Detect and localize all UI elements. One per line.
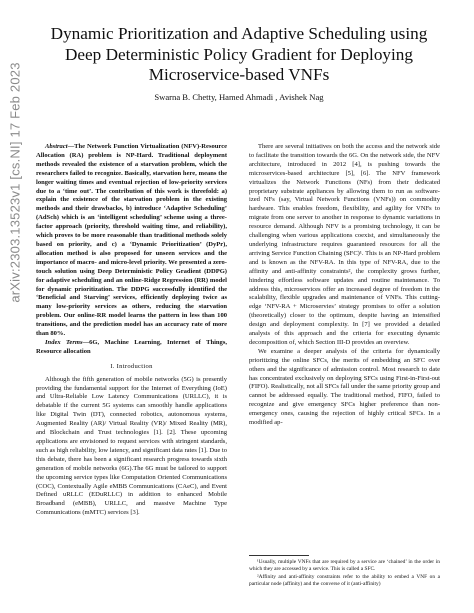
index-terms: [36, 339, 227, 357]
footnote-2: ²Affinity and anti-affinity constraints refer to the ability to embed a VNF on a particular node (affinity) and the converse of it (anti-affinity): [249, 574, 440, 587]
paper-title: Dynamic Prioritization and Adaptive Scheduling using Deep Deterministic Policy Gradient for Deploying Microservice-based VNFs: [50, 24, 428, 84]
index-terms-text: —6G, Machine Learning, Internet of Things, Resource allocation: [36, 338, 227, 355]
abstract: [36, 143, 227, 339]
index-terms-label: Index Terms: [45, 338, 83, 346]
section-heading-introduction: I. Introduction: [110, 362, 153, 370]
footnotes: [249, 555, 440, 589]
footnote-rule: [249, 555, 309, 556]
abstract-label: Abstract: [45, 143, 68, 150]
abstract-paragraph: [36, 143, 227, 339]
author-list: Swarna B. Chetty, Hamed Ahmadi , Avishek Nag: [154, 92, 324, 102]
abstract-text: —The Network Function Virtualization (NFV)-Resource Allocation (RA) problem is NP-Hard. Traditional deployment methods revealed the existence of a starvation problem, which the researchers failed to recognize. Basically, starvation here, means the longer waiting times and eventual rejection of low-priority services due to a ‘time out’. The contribution of this work is threefold: a) explain the existence of the starvation problem in the existing methods and their drawbacks, b) introduce ‘Adaptive Scheduling’ (AdSch) which is an ‘intelligent scheduling’ scheme using a three-factor approach (priority, threshold waiting time, and reliability), which proves to be more reasonable than traditional methods solely based on priority, and c) a ‘Dynamic Prioritization’ (DyPr), allocation method is also proposed for unseen services and the importance of macro- and micro-level priority. We presented a zero-touch solution using Deep Deterministic Policy Gradient (DDPG) for adaptive scheduling and an online-Ridge Regression (RR) model for dynamic prioritization. The DDPG successfully identified the ‘Beneficial and Starving’ services, efficiently deploying twice as many low-priority services as others, reducing the starvation problem. Our online-RR model learns the pattern in less than 100 transitions, and the prediction model has an accuracy rate of more than 80%.: [36, 143, 227, 338]
body-paragraph-1: There are several initiatives on both the access and the network side to facilitate the transition towards the 6G. On the network side, the NFV architecture, introduced in 2012 [4], is pushing towards the microservices-based architecture [5], [6]. The NFV framework virtualizes the Network Functions (NFs) from their dedicated proprietary substrate appliances by allowing them to run as software-ized NFs (say, Virtual Network Functions (VNFs)) on commodity hardware. This enables freedom, flexibility, and agility for VNFs to migrate from one server to another in response to dynamic variations in resource demand. Although NFV is a promising technology, it can be challenging when various applications coexist, and simultaneously the underlying infrastructure requires guaranteed resources for all the arriving Service Function Chaining (SFC)¹. This is an NP-Hard problem and is known as the NFV-RA. In this type of NFV-RA, due to the affinity and anti-affinity constraints², the complexity grows further, hindering effortless software updates and routine maintenance. To address this, microservices offer an increased degree of freedom in the scalability, flexible upgrades and maintenance of VNFs. This cutting-edge ‘NFV-RA + Microservies’ strategy promises to offer a solution (theoretically) closer to the optimum, despite having an intensified design and deployment complexity. In [7] we provided a detailed analysis of this approach and the criteria for executing dynamic decomposition of, which Section III-D provides an overview.: [249, 143, 440, 346]
right-column: [249, 143, 440, 428]
arxiv-sidebar: [6, 32, 24, 332]
body-paragraph-2: We examine a deeper analysis of the criteria for dynamically prioritizing the online SFCs, the merits of embedding an SFC over others and the significance of admission control. Most research to date has concentrated exclusively on deploying SFCs using First-in-First-out (FIFO). Realistically, not all SFCs fall under the same priority group and cannot be addressed equally. The traditional method, FIFO, failed to recognize and give emergency SFCs higher preference than non-emergency ones, causing the rejection of highly critical SFCs. In a modified ap-: [249, 347, 440, 427]
intro-paragraph-1: Although the fifth generation of mobile networks (5G) is presently providing the fundamental support for the Internet of Everything (IoE) and Ultra-Reliable Low Latency Communications (URLLC), it is debatable if the current 5G systems can smoothly handle applications like Digital Twin (DT), connected robotics, autonomous systems, Augmented Reality (AR)/ Virtual Reality (VR)/ Mixed Reality (MR), and Blockchain and Trust technologies [1]. [2]. These upcoming applications are envisioned to request services with stringent standards, such as high reliability, low latency, and significant data rates [1]. Due to this debate, there has been a significant research progress towards sixth generation of mobile networks (6G).The 6G must be tailored to support the upcoming service types like Computation Oriented Communications (COC), Contextually Agile eMBB Communications (CAeC), and Event Defined uRLLC (EDuRLLC) in addition to enhanced Mobile Broadband (eMBB), URLLC, and massive Machine Type Communications (mMTC) services [3].: [36, 375, 227, 517]
arxiv-identifier: arXiv:2303.13523v1 [cs.NI] 17 Feb 2023: [7, 61, 23, 303]
footnote-1: ¹Usually, multiple VNFs that are required by a service are ‘chained’ in the order in which they are accessed by a service. This is called a SFC.: [249, 559, 440, 572]
left-column: [36, 143, 227, 518]
